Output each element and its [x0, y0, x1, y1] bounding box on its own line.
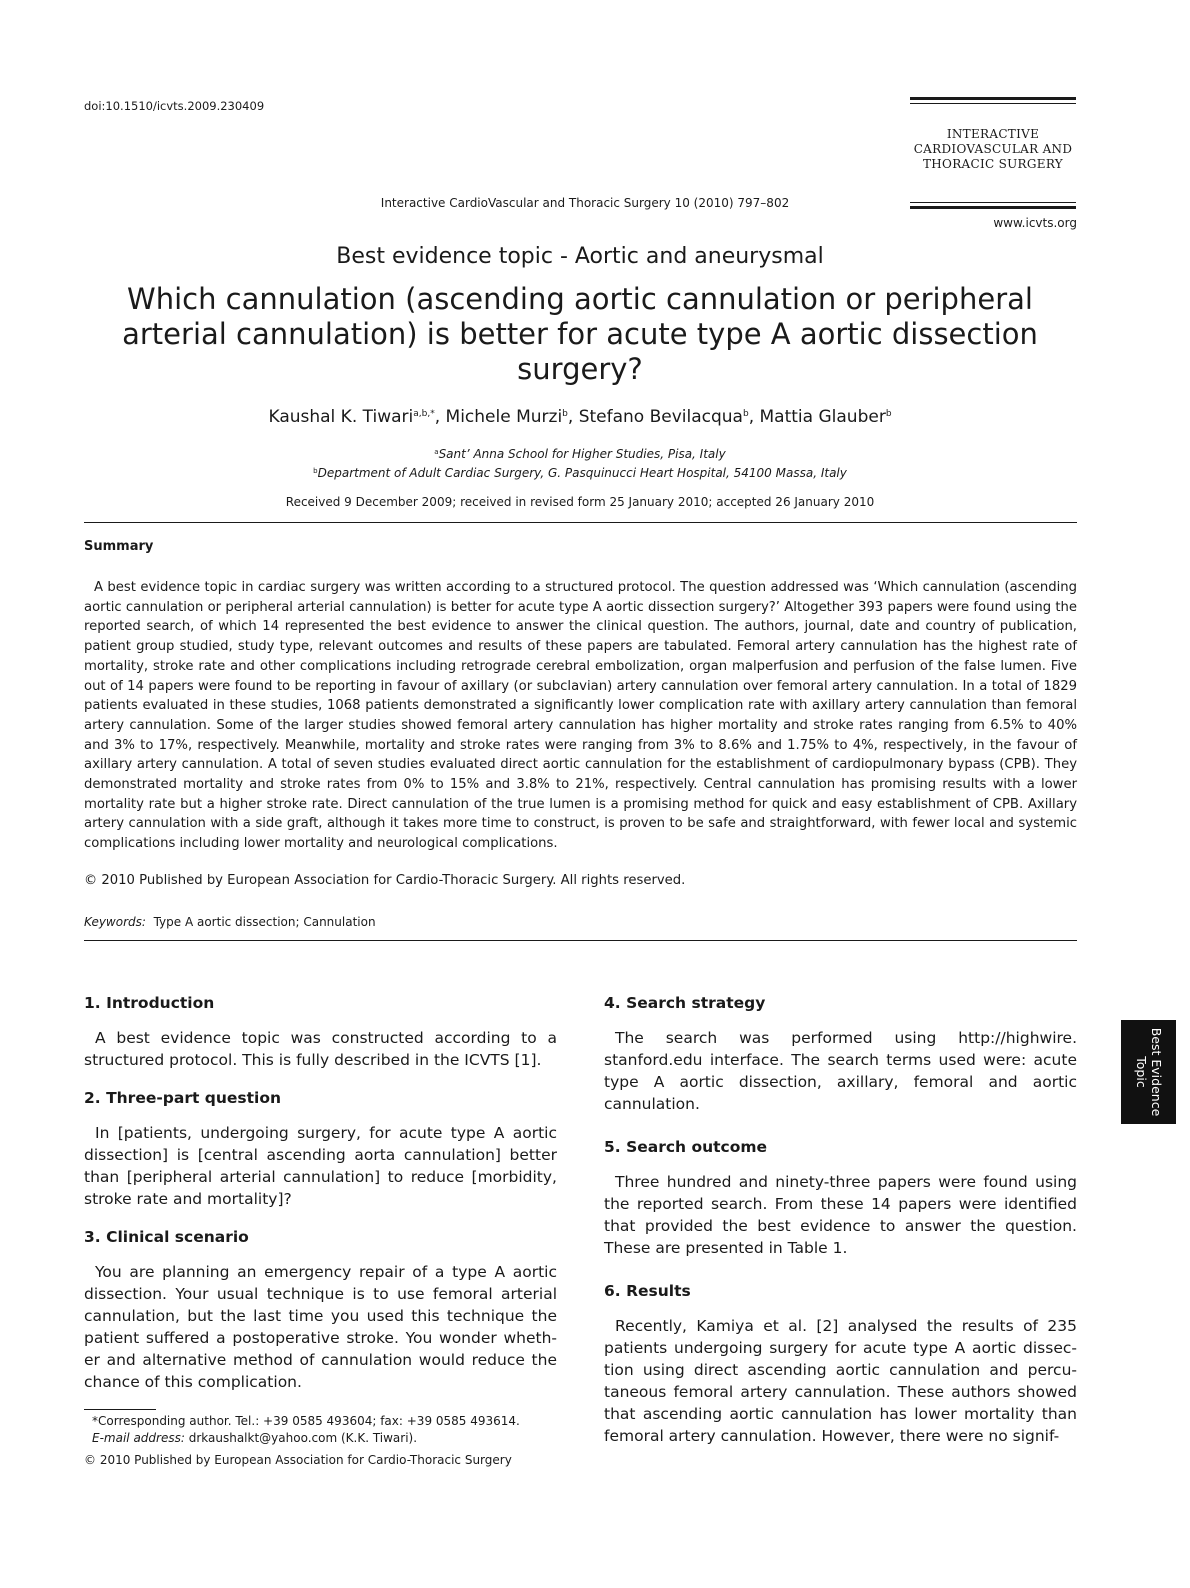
affiliation [0, 466, 1160, 480]
author-separator: , [748, 407, 760, 427]
journal-citation: Interactive CardioVascular and Thoracic Surgery 10 (2010) 797–802 [380, 196, 790, 210]
author-separator: , [567, 407, 579, 427]
section-heading: 5. Search outcome [604, 1138, 768, 1156]
affiliation-text: Department of Adult Cardiac Surgery, G. Pasquinucci Heart Hospital, 54100 Massa, Italy [317, 466, 847, 480]
side-tab [1121, 1020, 1176, 1124]
affiliation-text: Sant’ Anna School for Higher Studies, Pisa, Italy [438, 447, 726, 461]
email-label: E-mail address: [92, 1431, 185, 1445]
footer-copyright: © 2010 Published by European Association for Cardio-Thoracic Surgery [84, 1453, 512, 1467]
side-tab-line: Topic [1133, 1056, 1149, 1088]
keywords-text: Type A aortic dissection; Cannulation [153, 915, 376, 929]
doi: doi:10.1510/icvts.2009.230409 [84, 99, 265, 113]
section-body: A best evidence topic was constructed according to a structured protocol. This is fully described in the ICVTS [1]. [84, 1029, 557, 1069]
logo-line: INTERACTIVE [946, 127, 1040, 141]
author-affiliation-marker: b [562, 409, 568, 419]
author-name: Mattia Glauber [759, 407, 886, 427]
affiliation-marker: b [313, 467, 318, 475]
summary-heading: Summary [84, 539, 154, 554]
side-tab-line: Best Evidence [1148, 1027, 1164, 1117]
section-heading: 6. Results [604, 1282, 691, 1300]
email-address[interactable]: drkaushalkt@yahoo.com (K.K. Tiwari). [188, 1431, 418, 1445]
section-heading: 4. Search strategy [604, 994, 766, 1012]
section-body: Three hundred and ninety-three papers were found using the reported search. From these 14 papers were identified that provided the best evidence to answer the question. These are presented in Table 1. [604, 1173, 1077, 1257]
abstract-copyright: © 2010 Published by European Association for Cardio-Thoracic Surgery. All rights reserved. [84, 873, 686, 888]
logo-rule-top-2 [910, 103, 1076, 104]
section-body: Recently, Kamiya et al. [2] analysed the results of 235 patients undergoing surgery for acute type A aortic dissec-tion using direct ascending aortic cannulation and percu-taneous femoral artery cannulation. These authors showed that ascending aortic cannulation has lower mortality than femoral artery cannulation. However, there were no signif- [604, 1317, 1077, 1445]
footnote-rule [84, 1409, 156, 1410]
keywords-label: Keywords: [84, 915, 146, 929]
side-tab-label [1134, 1028, 1164, 1117]
section-body: In [patients, undergoing surgery, for acute type A aortic dissection] is [central ascending aorta cannulation] better than [peripheral arterial cannulation] to reduce [morbidity, stroke rate and mortality]? [84, 1124, 557, 1208]
corresponding-author: *Corresponding author. Tel.: +39 0585 493604; fax: +39 0585 493614. [92, 1414, 520, 1428]
section-heading: 2. Three-part question [84, 1089, 282, 1107]
section-label: Best evidence topic - Aortic and aneurysmal [336, 244, 824, 269]
author-name: Stefano Bevilacqua [578, 407, 743, 427]
author-name: Kaushal K. Tiwari [268, 407, 414, 427]
author-list [0, 407, 1160, 427]
section-body: You are planning an emergency repair of a type A aortic dissection. Your usual technique is to use femoral arterial cannulation, but the last time you used this technique the patient suffered a postoperative stroke. You wonder wheth-er and alternative method of cannulation would reduce the chance of this complication. [84, 1263, 557, 1391]
author-affiliation-marker: b [742, 409, 749, 419]
journal-website[interactable]: www.icvts.org [993, 216, 1077, 230]
logo-rule-top-1 [910, 97, 1076, 100]
abstract-text: A best evidence topic in cardiac surgery was written according to a structured protocol. The question addressed was ‘Which cannulation (ascending aortic cannulation or peripheral arterial cannulation) is better for acute type A aortic dissection surgery?’ Altogether 393 papers were found using the reported search, of which 14 represented the best evidence to answer the clinical question. The authors, journal, date and country of publication, patient group studied, study type, relevant outcomes and results of these papers are tabulated. Femoral artery cannulation has the highest rate of mortality, stroke rate and other complications including retrograde cerebral embolization, organ malperfusion and perfusion of the false lumen. Five out of 14 papers were found to be reporting in favour of axillary (or subclavian) artery cannulation over femoral artery cannulation. In a total of 1829 patients evaluated in these studies, 1068 patients demonstrated a significantly lower complication rate with axillary artery cannulation than femoral artery cannulation. Some of the larger studies showed femoral artery cannulation has higher mortality and stroke rates ranging from 6.5% to 40% and 3% to 17%, respectively. Meanwhile, mortality and stroke rates were ranging from 3% to 8.6% and 1.75% to 4%, respectively, in the favour of axillary artery cannulation. A total of seven studies evaluated direct aortic cannulation for the establishment of cardiopulmonary bypass (CPB). They demonstrated mortality and stroke rates from 0% to 15% and 3.8% to 21%, respectively. Central cannulation has promising results with a lower mortality rate but a higher stroke rate. Direct cannulation of the true lumen is a promising method for quick and easy establishment of CPB. Axillary artery cannulation with a side graft, although it takes more time to construct, is proven to be safe and straightforward, with fewer local and systemic complications including lower mortality and neurological complications. [84, 580, 1077, 852]
left-column [84, 992, 557, 1393]
section-heading: 1. Introduction [84, 994, 215, 1012]
keywords [84, 915, 376, 929]
logo-line: THORACIC SURGERY [922, 157, 1064, 171]
section-heading: 3. Clinical scenario [84, 1228, 249, 1246]
email-line [92, 1430, 417, 1447]
divider [84, 940, 1077, 941]
article-title: Which cannulation (ascending aortic cannulation or peripheral arterial cannulation) is better for acute type A aortic dissection surgery? [122, 282, 1038, 386]
divider [84, 522, 1077, 523]
author-affiliation-marker: a,b,* [413, 409, 435, 419]
journal-logo [905, 127, 1081, 172]
author-name: Michele Murzi [445, 407, 563, 427]
author-separator: , [434, 407, 446, 427]
affiliation [0, 447, 1160, 461]
author-affiliation-marker: b [885, 409, 892, 419]
section-body: The search was performed using http://highwire. stanford.edu interface. The search terms used were: acute type A aortic dissection, axillary, femoral and aortic cannulation. [604, 1029, 1077, 1113]
affiliation-marker: a [434, 448, 439, 456]
logo-line: CARDIOVASCULAR AND [913, 142, 1073, 156]
right-column [604, 992, 1077, 1447]
received-dates: Received 9 December 2009; received in revised form 25 January 2010; accepted 26 January 2010 [285, 495, 875, 509]
